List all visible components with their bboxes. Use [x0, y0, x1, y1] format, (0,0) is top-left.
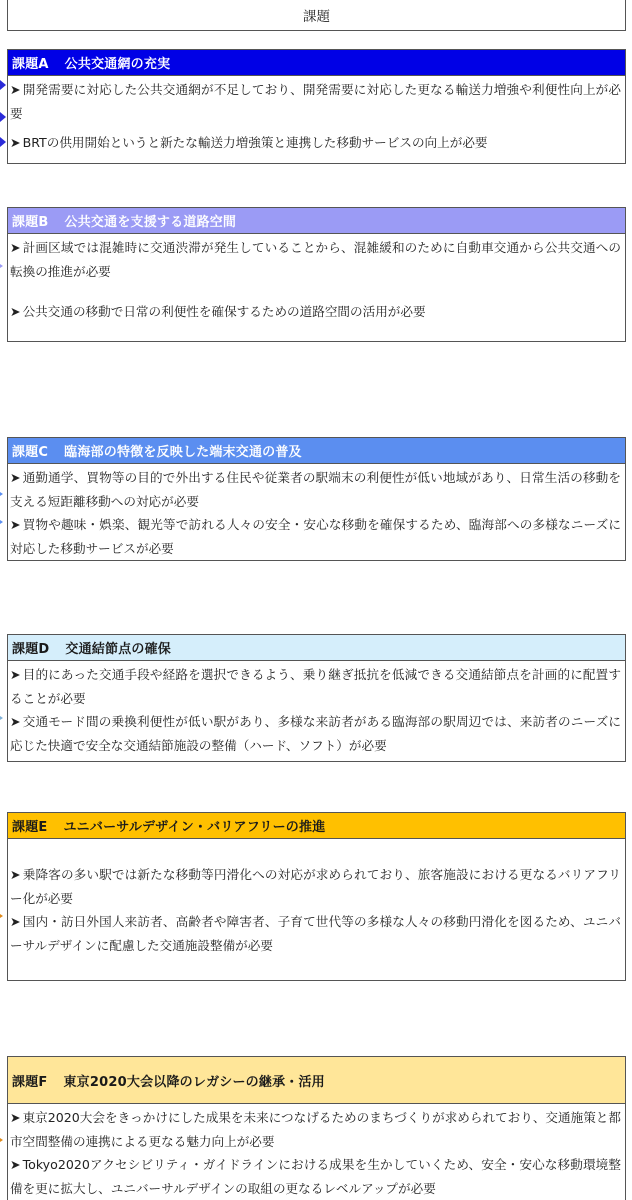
card-a	[7, 49, 626, 164]
card-d	[7, 634, 626, 762]
connector-arrow-icon	[0, 80, 6, 90]
card-code: 課題B	[12, 215, 49, 230]
page-title: 課題	[7, 0, 626, 31]
connector-arrow-icon	[0, 520, 3, 524]
item-text: 目的にあった交通手段や経路を選択できるよう、乗り継ぎ抵抗を低減できる交通結節点を計画的に配置することが必要	[10, 667, 621, 706]
card-title	[8, 438, 625, 464]
list-item	[10, 710, 621, 757]
card-code: 課題C	[12, 445, 49, 460]
list-item	[10, 1153, 621, 1200]
list-item	[10, 236, 621, 283]
item-text: BRTの供用開始というと新たな輸送力増強策と連携した移動サービスの向上が必要	[22, 135, 488, 150]
arrow-bullet-icon: ➤	[10, 1110, 21, 1125]
arrow-bullet-icon: ➤	[10, 82, 21, 97]
list-item	[10, 1106, 621, 1153]
card-title	[8, 635, 625, 661]
connector-arrow-icon	[0, 492, 3, 496]
list-item	[10, 513, 621, 560]
card-code: 課題D	[12, 642, 50, 657]
card-f	[7, 1056, 626, 1200]
card-title	[8, 208, 625, 234]
list-item	[10, 300, 621, 324]
card-e	[7, 812, 626, 981]
card-body	[8, 839, 625, 957]
list-item	[10, 910, 621, 957]
list-item	[10, 466, 621, 513]
card-body	[8, 464, 625, 560]
arrow-bullet-icon: ➤	[10, 867, 21, 882]
card-heading: 東京2020大会以降のレガシーの継承・活用	[63, 1074, 325, 1090]
card-body	[8, 76, 625, 155]
card-heading: 公共交通網の充実	[64, 57, 171, 72]
card-code: 課題A	[12, 57, 49, 72]
item-text: 国内・訪日外国人来訪者、高齢者や障害者、子育て世代等の多様な人々の移動円滑化を図るため、ユニバーサルデザインに配慮した交通施設整備が必要	[10, 914, 621, 953]
card-body	[8, 234, 625, 324]
item-text: Tokyo2020アクセシビリティ・ガイドラインにおける成果を生かしていくため、安全・安心な移動環境整備を更に拡大し、ユニバーサルデザインの取組の更なるレベルアップが必要	[10, 1157, 621, 1196]
card-c	[7, 437, 626, 561]
card-body	[8, 1104, 625, 1200]
list-item	[10, 131, 621, 155]
card-b	[7, 207, 626, 342]
card-title	[8, 50, 625, 76]
arrow-bullet-icon: ➤	[10, 135, 21, 150]
arrow-bullet-icon: ➤	[10, 517, 21, 532]
card-body	[8, 661, 625, 757]
card-title	[8, 1057, 625, 1104]
list-item	[10, 863, 621, 910]
item-text: 東京2020大会をきっかけにした成果を未来につなげるためのまちづくりが求められており、交通施策と都市空間整備の連携による更なる魅力向上が必要	[10, 1110, 621, 1149]
connector-arrow-icon	[0, 112, 6, 122]
arrow-bullet-icon: ➤	[10, 914, 21, 929]
arrow-bullet-icon: ➤	[10, 470, 21, 485]
item-text: 公共交通の移動で日常の利便性を確保するための道路空間の活用が必要	[22, 304, 426, 319]
connector-arrow-icon	[0, 716, 3, 720]
item-text: 開発需要に対応した公共交通網が不足しており、開発需要に対応した更なる輸送力増強や利便性向上が必要	[10, 82, 621, 121]
connector-arrow-icon	[0, 914, 3, 918]
item-text: 買物や趣味・娯楽、観光等で訪れる人々の安全・安心な移動を確保するため、臨海部への多様なニーズに対応した移動サービスが必要	[10, 517, 621, 556]
card-code: 課題E	[12, 820, 48, 835]
item-text: 通勤通学、買物等の目的で外出する住民や従業者の駅端末の利便性が低い地域があり、日常生活の移動を支える短距離移動への対応が必要	[10, 470, 622, 509]
arrow-bullet-icon: ➤	[10, 667, 21, 682]
list-item	[10, 78, 621, 125]
card-heading: 臨海部の特徴を反映した端末交通の普及	[64, 445, 302, 460]
arrow-bullet-icon: ➤	[10, 240, 21, 255]
connector-arrow-icon	[0, 137, 6, 147]
arrow-bullet-icon: ➤	[10, 1157, 21, 1172]
list-item	[10, 663, 621, 710]
arrow-bullet-icon: ➤	[10, 714, 21, 729]
card-title	[8, 813, 625, 839]
item-text: 交通モード間の乗換利便性が低い駅があり、多様な来訪者がある臨海部の駅周辺では、来訪者のニーズに応じた快適で安全な交通結節施設の整備（ハード、ソフト）が必要	[10, 714, 621, 753]
item-text: 乗降客の多い駅では新たな移動等円滑化への対応が求められており、旅客施設における更なるバリアフリー化が必要	[10, 867, 621, 906]
arrow-bullet-icon: ➤	[10, 304, 21, 319]
card-heading: ユニバーサルデザイン・バリアフリーの推進	[63, 820, 326, 835]
card-code: 課題F	[12, 1074, 48, 1090]
card-heading: 公共交通を支援する道路空間	[64, 215, 237, 230]
connector-arrow-icon	[0, 1138, 3, 1142]
card-heading: 交通結節点の確保	[65, 642, 172, 657]
connector-arrow-icon	[0, 264, 3, 268]
item-text: 計画区域では混雑時に交通渋滞が発生していることから、混雑緩和のために自動車交通から公共交通への転換の推進が必要	[10, 240, 621, 279]
